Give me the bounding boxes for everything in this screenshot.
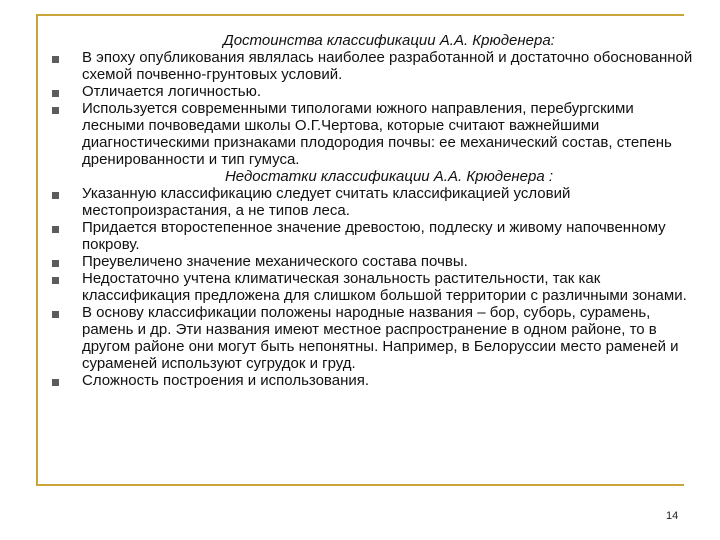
list-item bbox=[46, 372, 696, 389]
square-bullet-icon bbox=[52, 107, 59, 114]
list-item bbox=[46, 49, 696, 83]
list-item bbox=[46, 270, 696, 304]
list-item bbox=[46, 185, 696, 219]
frame-bottom-line bbox=[36, 484, 684, 486]
page-number: 14 bbox=[666, 510, 679, 522]
list-item bbox=[46, 83, 696, 100]
advantage-text: В эпоху опубликования являлась наиболее разработанной и достаточно обоснованной схемой почвенно-грунтовых условий. bbox=[82, 49, 693, 83]
slide-content bbox=[46, 32, 696, 389]
advantage-text: Используется современными типологами южного направления, перебургскими лесными почвоведами школы О.Г.Чертова, которые считают важнейшими диагностическими признаками плодородия почвы: ее механический состав, степень дренированности и тип гумуса. bbox=[82, 100, 672, 168]
disadvantages-heading: Недостатки классификации А.А. Крюденера : bbox=[224, 168, 554, 185]
list-item bbox=[46, 253, 696, 270]
frame-top-line bbox=[36, 14, 684, 16]
disadvantage-text: Придается второстепенное значение древостою, подлеску и живому напочвенному покрову. bbox=[82, 219, 666, 253]
list-item bbox=[46, 304, 696, 372]
square-bullet-icon bbox=[52, 277, 59, 284]
square-bullet-icon bbox=[52, 311, 59, 318]
square-bullet-icon bbox=[52, 56, 59, 63]
disadvantage-text: В основу классификации положены народные названия – бор, суборь, сурамень, рамень и др. Эти названия имеют местное распространение в одном районе, то в другом районе они могут быть непонятны. Например, в Белоруссии место раменей и сураменей используют сугрудок и груд. bbox=[82, 304, 679, 372]
square-bullet-icon bbox=[52, 90, 59, 97]
square-bullet-icon bbox=[52, 226, 59, 233]
frame-left-line bbox=[36, 14, 38, 484]
advantages-heading: Достоинства классификации А.А. Крюденера: bbox=[223, 32, 555, 49]
square-bullet-icon bbox=[52, 260, 59, 267]
disadvantage-text: Недостаточно учтена климатическая зональность растительности, так как классификация предложена для слишком большой территории с различными зонами. bbox=[82, 270, 687, 304]
disadvantage-text: Указанную классификацию следует считать классификацией условий местопроизрастания, а не типов леса. bbox=[82, 185, 571, 219]
advantage-text: Отличается логичностью. bbox=[82, 83, 261, 100]
square-bullet-icon bbox=[52, 379, 59, 386]
list-item bbox=[46, 219, 696, 253]
list-item bbox=[46, 100, 696, 168]
disadvantage-text: Сложность построения и использования. bbox=[82, 372, 370, 389]
disadvantage-text: Преувеличено значение механического состава почвы. bbox=[82, 253, 468, 270]
square-bullet-icon bbox=[52, 192, 59, 199]
